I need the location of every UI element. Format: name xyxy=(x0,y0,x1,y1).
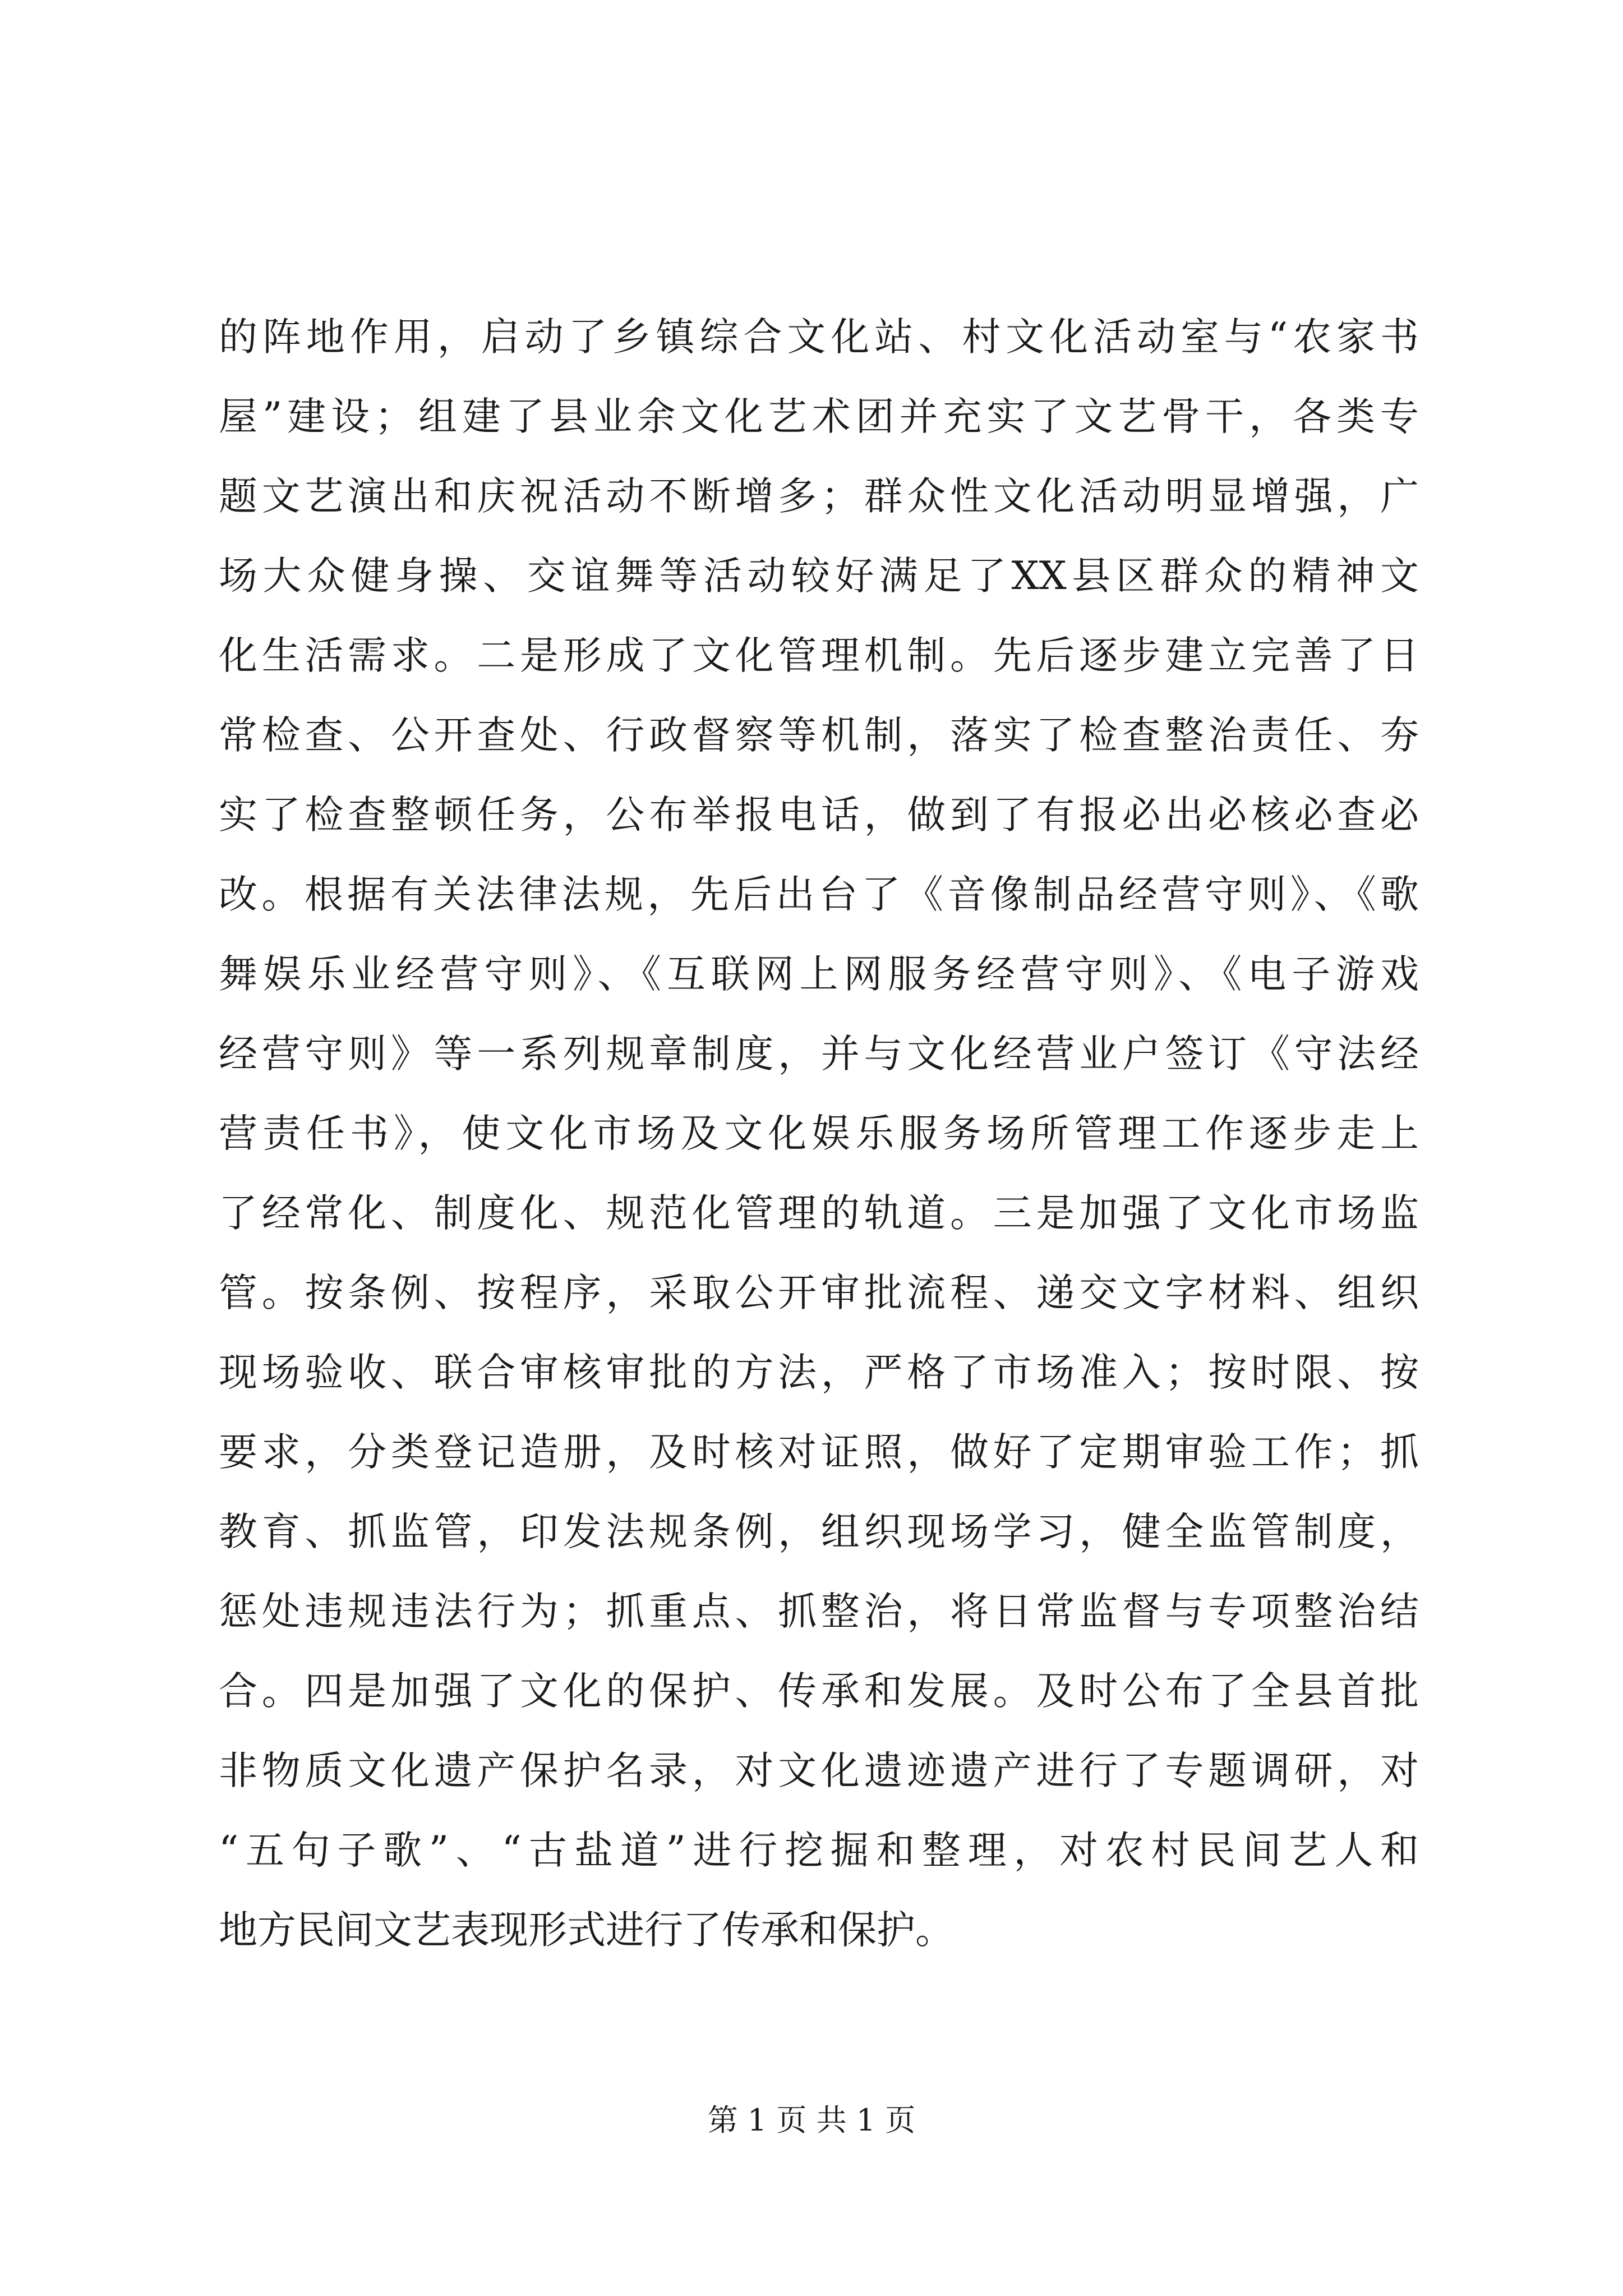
text-line-2: 屋”建设；组建了县业余文化艺术团并充实了文艺骨干，各类专 xyxy=(219,394,1419,439)
text-line-9: 舞娱乐业经营守则》、《互联网上网服务经营守则》、《电子游戏 xyxy=(219,952,1419,997)
text-line-12: 了经常化、制度化、规范化管理的轨道。三是加强了文化市场监 xyxy=(219,1191,1419,1236)
text-line-8: 改。根据有关法律法规，先后出台了《音像制品经营守则》、《歌 xyxy=(219,872,1419,917)
text-line-13: 管。按条例、按程序，采取公开审批流程、递交文字材料、组织 xyxy=(219,1271,1419,1315)
text-line-21: 地方民间文艺表现形式进行了传承和保护。 xyxy=(219,1908,954,1953)
text-line-3: 题文艺演出和庆祝活动不断增多；群众性文化活动明显增强，广 xyxy=(219,474,1419,519)
text-line-1: 的阵地作用，启动了乡镇综合文化站、村文化活动室与“农家书 xyxy=(219,315,1419,360)
body-paragraph xyxy=(219,297,1419,1970)
text-line-5: 化生活需求。二是形成了文化管理机制。先后逐步建立完善了日 xyxy=(219,633,1419,678)
text-line-11: 营责任书》，使文化市场及文化娱乐服务场所管理工作逐步走上 xyxy=(219,1111,1419,1156)
text-line-4: 场大众健身操、交谊舞等活动较好满足了XX县区群众的精神文 xyxy=(219,554,1419,599)
text-line-18: 合。四是加强了文化的保护、传承和发展。及时公布了全县首批 xyxy=(219,1669,1419,1714)
text-line-10: 经营守则》等一系列规章制度，并与文化经营业户签订《守法经 xyxy=(219,1032,1419,1076)
text-line-6: 常检查、公开查处、行政督察等机制，落实了检查整治责任、夯 xyxy=(219,713,1419,758)
text-line-15: 要求，分类登记造册，及时核对证照，做好了定期审验工作；抓 xyxy=(219,1430,1419,1475)
text-line-20: “五句子歌”、“古盐道”进行挖掘和整理，对农村民间艺人和 xyxy=(219,1828,1419,1873)
text-line-7: 实了检查整顿任务，公布举报电话，做到了有报必出必核必查必 xyxy=(219,793,1419,838)
text-line-17: 惩处违规违法行为；抓重点、抓整治，将日常监督与专项整治结 xyxy=(219,1589,1419,1634)
page-number-footer: 第 1 页 共 1 页 xyxy=(707,2102,916,2138)
text-line-19: 非物质文化遗产保护名录，对文化遗迹遗产进行了专题调研，对 xyxy=(219,1749,1419,1793)
text-line-16: 教育、抓监管，印发法规条例，组织现场学习，健全监管制度， xyxy=(219,1510,1419,1554)
text-line-14: 现场验收、联合审核审批的方法，严格了市场准入；按时限、按 xyxy=(219,1350,1419,1395)
